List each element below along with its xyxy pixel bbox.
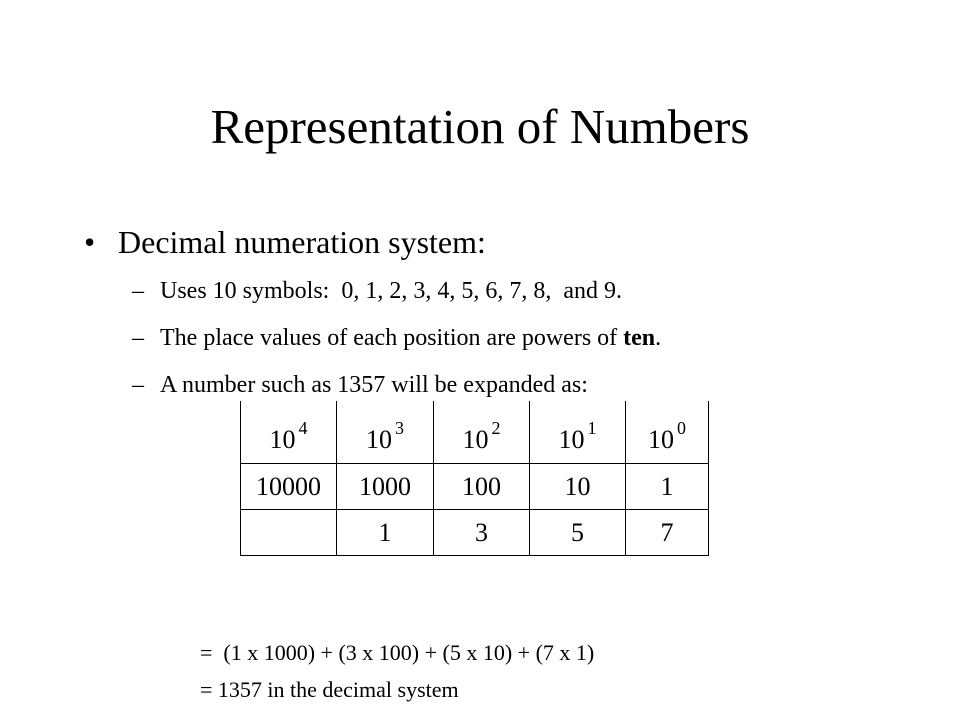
place-value-cell: 1 bbox=[626, 464, 709, 510]
power-cell bbox=[337, 401, 434, 464]
place-value-table bbox=[240, 401, 709, 556]
power-base: 10 bbox=[366, 425, 392, 454]
digit-cell: 3 bbox=[434, 510, 530, 556]
power-base: 10 bbox=[648, 425, 674, 454]
digit-cell: 7 bbox=[626, 510, 709, 556]
power-exponent: 1 bbox=[587, 418, 597, 438]
place-value-cell: 100 bbox=[434, 464, 530, 510]
slide-title: Representation of Numbers bbox=[210, 99, 750, 154]
power-cell bbox=[626, 401, 709, 464]
dash-marker: – bbox=[132, 278, 144, 304]
emphasis-ten: ten bbox=[623, 325, 656, 351]
dash-marker: – bbox=[132, 372, 144, 398]
dash-marker: – bbox=[132, 325, 144, 351]
power-cell bbox=[530, 401, 626, 464]
power-exponent: 2 bbox=[491, 418, 501, 438]
power-cell bbox=[241, 401, 337, 464]
bullet-text: Decimal numeration system: bbox=[118, 224, 486, 260]
power-exponent: 0 bbox=[677, 418, 686, 438]
subbullet-text: The place values of each position are powers of bbox=[160, 325, 624, 351]
subbullet-place-values bbox=[132, 322, 661, 354]
digit-cell: 5 bbox=[530, 510, 626, 556]
subbullet-text: Uses 10 symbols: 0, 1, 2, 3, 4, 5, 6, 7, 8, and 9. bbox=[160, 278, 622, 304]
subbullet-period: . bbox=[655, 325, 662, 351]
digit-cell: 1 bbox=[337, 510, 434, 556]
power-cell bbox=[434, 401, 530, 464]
digits-row bbox=[241, 510, 709, 556]
powers-row bbox=[241, 401, 709, 464]
subbullet-symbols bbox=[132, 275, 622, 307]
power-base: 10 bbox=[462, 425, 489, 454]
result-equation: = 1357 in the decimal system bbox=[200, 677, 459, 702]
bullet-point: • bbox=[84, 224, 96, 260]
place-value-cell: 1000 bbox=[337, 464, 434, 510]
place-value-cell: 10 bbox=[530, 464, 626, 510]
power-base: 10 bbox=[269, 425, 296, 454]
digit-cell bbox=[241, 510, 337, 556]
power-base: 10 bbox=[558, 425, 585, 454]
power-exponent: 4 bbox=[298, 418, 308, 438]
place-value-cell: 10000 bbox=[241, 464, 337, 510]
bullet-decimal-system bbox=[84, 222, 486, 262]
subbullet-example bbox=[132, 369, 588, 401]
power-exponent: 3 bbox=[395, 418, 404, 438]
place-values-row bbox=[241, 464, 709, 510]
expansion-equation: = (1 x 1000) + (3 x 100) + (5 x 10) + (7 x 1) bbox=[200, 640, 595, 665]
subbullet-text: A number such as 1357 will be expanded as: bbox=[160, 372, 588, 398]
